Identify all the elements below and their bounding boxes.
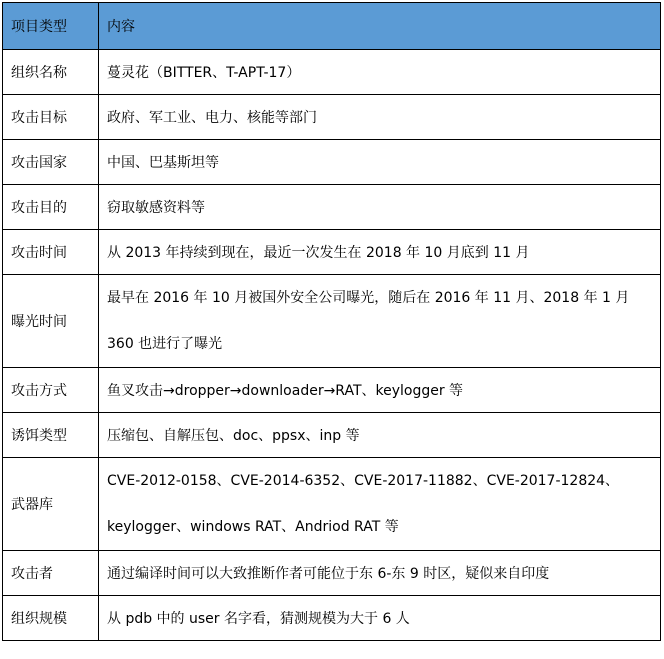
row-value: 中国、巴基斯坦等 xyxy=(99,140,661,185)
row-label: 攻击目的 xyxy=(3,185,99,230)
table-row xyxy=(3,413,661,458)
row-label: 曝光时间 xyxy=(3,275,99,368)
row-value: CVE-2012-0158、CVE-2014-6352、CVE-2017-11882、CVE-2017-12824、keylogger、windows RAT、Andriod RAT 等 xyxy=(99,458,661,551)
row-label: 武器库 xyxy=(3,458,99,551)
row-value: 蔓灵花（BITTER、T-APT-17） xyxy=(99,50,661,95)
table-row xyxy=(3,50,661,95)
row-label: 攻击目标 xyxy=(3,95,99,140)
table-row xyxy=(3,368,661,413)
table-row xyxy=(3,596,661,641)
table-row xyxy=(3,551,661,596)
row-label: 攻击者 xyxy=(3,551,99,596)
row-label: 组织名称 xyxy=(3,50,99,95)
table-row xyxy=(3,95,661,140)
row-value: 压缩包、自解压包、doc、ppsx、inp 等 xyxy=(99,413,661,458)
row-value: 最早在 2016 年 10 月被国外安全公司曝光，随后在 2016 年 11 月、2018 年 1 月 360 也进行了曝光 xyxy=(99,275,661,368)
header-content: 内容 xyxy=(99,3,661,50)
info-table xyxy=(2,2,661,641)
row-value: 从 pdb 中的 user 名字看，猜测规模为大于 6 人 xyxy=(99,596,661,641)
row-label: 攻击时间 xyxy=(3,230,99,275)
row-value: 通过编译时间可以大致推断作者可能位于东 6-东 9 时区，疑似来自印度 xyxy=(99,551,661,596)
row-label: 攻击国家 xyxy=(3,140,99,185)
table-row xyxy=(3,140,661,185)
header-row xyxy=(3,3,661,50)
row-value: 政府、军工业、电力、核能等部门 xyxy=(99,95,661,140)
header-item-type: 项目类型 xyxy=(3,3,99,50)
row-value: 窃取敏感资料等 xyxy=(99,185,661,230)
row-value: 鱼叉攻击→dropper→downloader→RAT、keylogger 等 xyxy=(99,368,661,413)
row-label: 攻击方式 xyxy=(3,368,99,413)
table-row xyxy=(3,185,661,230)
table-row xyxy=(3,230,661,275)
table-row xyxy=(3,458,661,551)
row-label: 诱饵类型 xyxy=(3,413,99,458)
table-row xyxy=(3,275,661,368)
row-value: 从 2013 年持续到现在，最近一次发生在 2018 年 10 月底到 11 月 xyxy=(99,230,661,275)
row-label: 组织规模 xyxy=(3,596,99,641)
